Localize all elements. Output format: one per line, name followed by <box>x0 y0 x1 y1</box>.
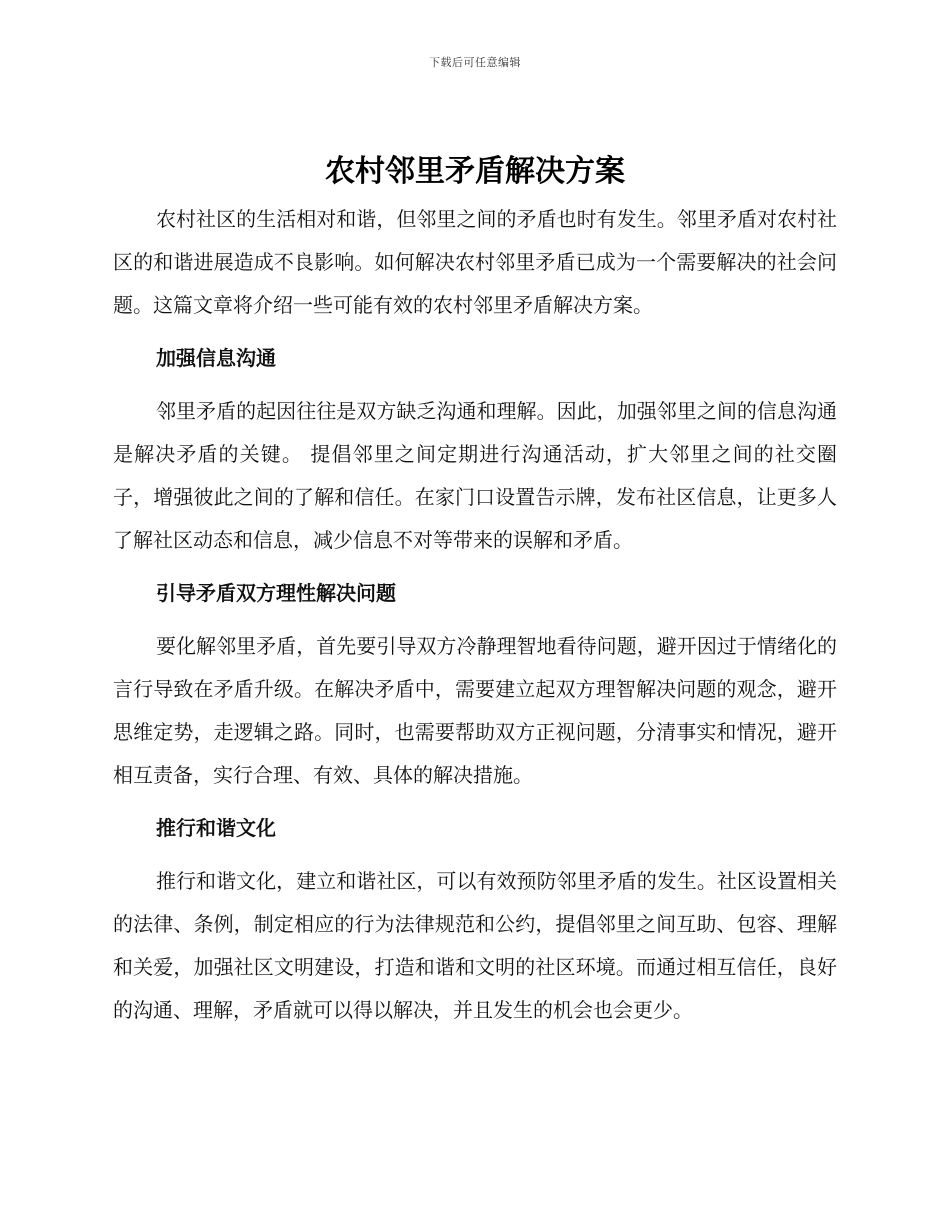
intro-paragraph: 农村社区的生活相对和谐，但邻里之间的矛盾也时有发生。邻里矛盾对农村社区的和谐进展造成不良影响。如何解决农村邻里矛盾已成为一个需要解决的社会问题。这篇文章将介绍一些可能有效的农村邻里矛盾解决方案。 <box>113 207 837 317</box>
section-paragraph: 要化解邻里矛盾，首先要引导双方冷静理智地看待问题，避开因过于情绪化的言行导致在矛盾升级。在解决矛盾中，需要建立起双方理智解决问题的观念，避开思维定势，走逻辑之路。同时，也需要帮助双方正视问题，分清事实和情况，避开相互责备，实行合理、有效、具体的解决措施。 <box>113 634 837 787</box>
document-body <box>113 198 837 1032</box>
document-title: 农村邻里矛盾解决方案 <box>325 154 625 189</box>
section-heading: 加强信息沟通 <box>156 346 276 370</box>
section-paragraph: 邻里矛盾的起因往往是双方缺乏沟通和理解。因此，加强邻里之间的信息沟通是解决矛盾的关键。 提倡邻里之间定期进行沟通活动，扩大邻里之间的社交圈子，增强彼此之间的了解和信任。在家门口设置告示牌，发布社区信息，让更多人了解社区动态和信息，减少信息不对等带来的误解和矛盾。 <box>113 399 837 552</box>
section-heading: 推行和谐文化 <box>156 816 276 840</box>
section-heading: 引导矛盾双方理性解决问题 <box>156 581 396 605</box>
section-paragraph: 推行和谐文化，建立和谐社区，可以有效预防邻里矛盾的发生。社区设置相关的法律、条例，制定相应的行为法律规范和公约，提倡邻里之间互助、包容、理解和关爱，加强社区文明建设，打造和谐和文明的社区环境。而通过相互信任，良好的沟通、理解，矛盾就可以得以解决，并且发生的机会也会更少。 <box>113 869 837 1022</box>
header-note: 下载后可任意编辑 <box>429 56 521 69</box>
